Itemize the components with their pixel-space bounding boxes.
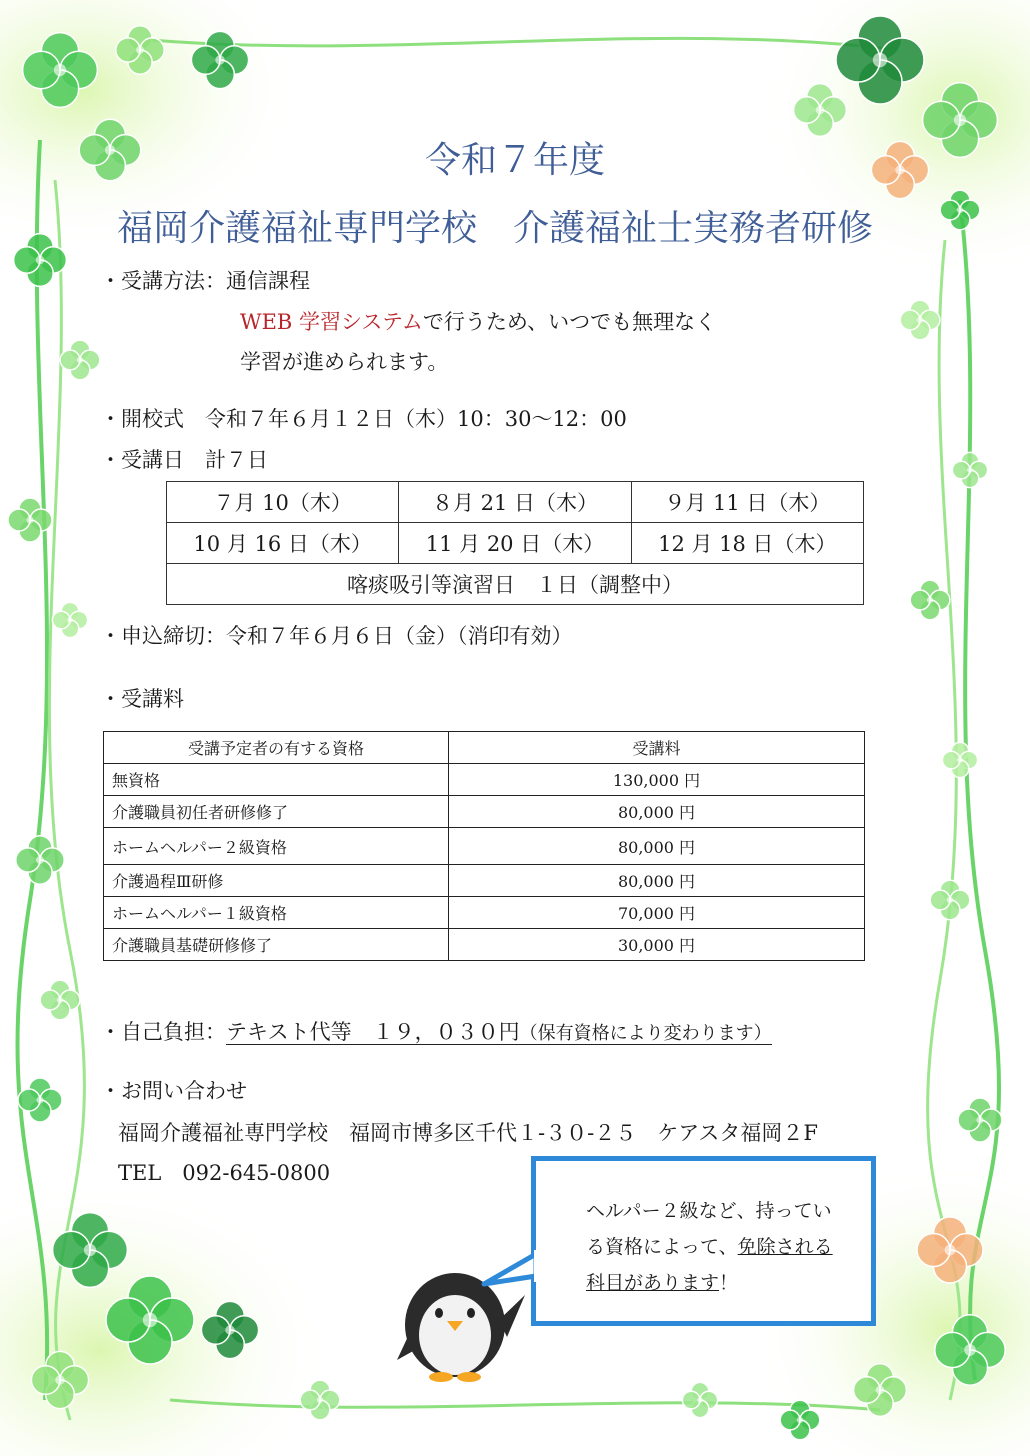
qualification-cell: ホームヘルパー２級資格 bbox=[104, 828, 449, 865]
bubble-line-2b: 免除される bbox=[737, 1236, 833, 1258]
fee-cell: 80,000 円 bbox=[449, 865, 865, 897]
bubble-text bbox=[586, 1193, 833, 1301]
course-method-desc bbox=[240, 307, 716, 337]
table-row bbox=[104, 828, 865, 865]
table-row bbox=[104, 764, 865, 796]
bubble-tail bbox=[480, 1240, 540, 1300]
fee-table bbox=[103, 731, 865, 961]
application-deadline: ・申込締切：令和７年６月６日（金）（消印有効） bbox=[100, 624, 573, 648]
fee-cell: 80,000 円 bbox=[449, 796, 865, 828]
qualification-cell: 介護過程Ⅲ研修 bbox=[104, 865, 449, 897]
schedule-table bbox=[166, 481, 864, 605]
fee-cell: 80,000 円 bbox=[449, 828, 865, 865]
self-pay-amount: テキスト代等 １９，０３０円 bbox=[226, 1020, 520, 1044]
schedule-cell: ７月 10（木） bbox=[167, 482, 399, 523]
table-row bbox=[167, 482, 864, 523]
schedule-cell: 12 月 18 日（木） bbox=[631, 523, 863, 564]
bubble-line-3b: ！ bbox=[719, 1272, 739, 1294]
bubble-line-1: ヘルパー２級など、持ってい bbox=[586, 1200, 832, 1222]
schedule-cell: 10 月 16 日（木） bbox=[167, 523, 399, 564]
fee-header-qualification: 受講予定者の有する資格 bbox=[104, 732, 449, 764]
bubble-line-2a: る資格によって、 bbox=[586, 1236, 738, 1258]
fee-cell: 130,000 円 bbox=[449, 764, 865, 796]
course-days: ・受講日 計７日 bbox=[100, 448, 268, 472]
title-year: 令和７年度 bbox=[424, 140, 605, 181]
self-pay bbox=[100, 1017, 772, 1049]
table-row bbox=[104, 865, 865, 897]
table-row bbox=[104, 897, 865, 929]
web-system-text: WEB 学習システム bbox=[240, 310, 423, 334]
table-row bbox=[104, 929, 865, 961]
speech-bubble bbox=[531, 1156, 876, 1326]
schedule-cell: 11 月 20 日（木） bbox=[399, 523, 631, 564]
page-title: 福岡介護福祉専門学校 介護福祉士実務者研修 bbox=[116, 208, 873, 249]
table-row bbox=[167, 523, 864, 564]
qualification-cell: 介護職員基礎研修修了 bbox=[104, 929, 449, 961]
table-row bbox=[104, 796, 865, 828]
course-method-desc-line2: 学習が進められます。 bbox=[240, 350, 449, 374]
schedule-cell: ９月 11 日（木） bbox=[631, 482, 863, 523]
fee-header-fee: 受講料 bbox=[449, 732, 865, 764]
qualification-cell: 無資格 bbox=[104, 764, 449, 796]
self-pay-text bbox=[226, 1020, 772, 1045]
schedule-cell: ８月 21 日（木） bbox=[399, 482, 631, 523]
contact-tel: TEL 092-645-0800 bbox=[118, 1161, 331, 1185]
fee-cell: 30,000 円 bbox=[449, 929, 865, 961]
contact-label: ・お問い合わせ bbox=[100, 1079, 247, 1103]
self-pay-label: ・自己負担： bbox=[100, 1020, 226, 1044]
fee-label: ・受講料 bbox=[100, 687, 184, 711]
qualification-cell: ホームヘルパー１級資格 bbox=[104, 897, 449, 929]
qualification-cell: 介護職員初任者研修修了 bbox=[104, 796, 449, 828]
course-method-desc-rest: で行うため、いつでも無理なく bbox=[422, 310, 717, 334]
fee-cell: 70,000 円 bbox=[449, 897, 865, 929]
self-pay-note: （保有資格により変わります） bbox=[519, 1023, 772, 1044]
course-method: ・受講方法：通信課程 bbox=[100, 269, 310, 293]
opening-ceremony: ・開校式 令和７年６月１２日（木）10：30〜12：00 bbox=[100, 407, 627, 431]
schedule-note: 喀痰吸引等演習日 １日（調整中） bbox=[167, 564, 864, 605]
table-row bbox=[167, 564, 864, 605]
contact-address: 福岡介護福祉専門学校 福岡市博多区千代１-３０-２５ ケアスタ福岡２F bbox=[118, 1121, 818, 1145]
table-header-row bbox=[104, 732, 865, 764]
bubble-line-3a: 科目があります bbox=[586, 1272, 720, 1294]
